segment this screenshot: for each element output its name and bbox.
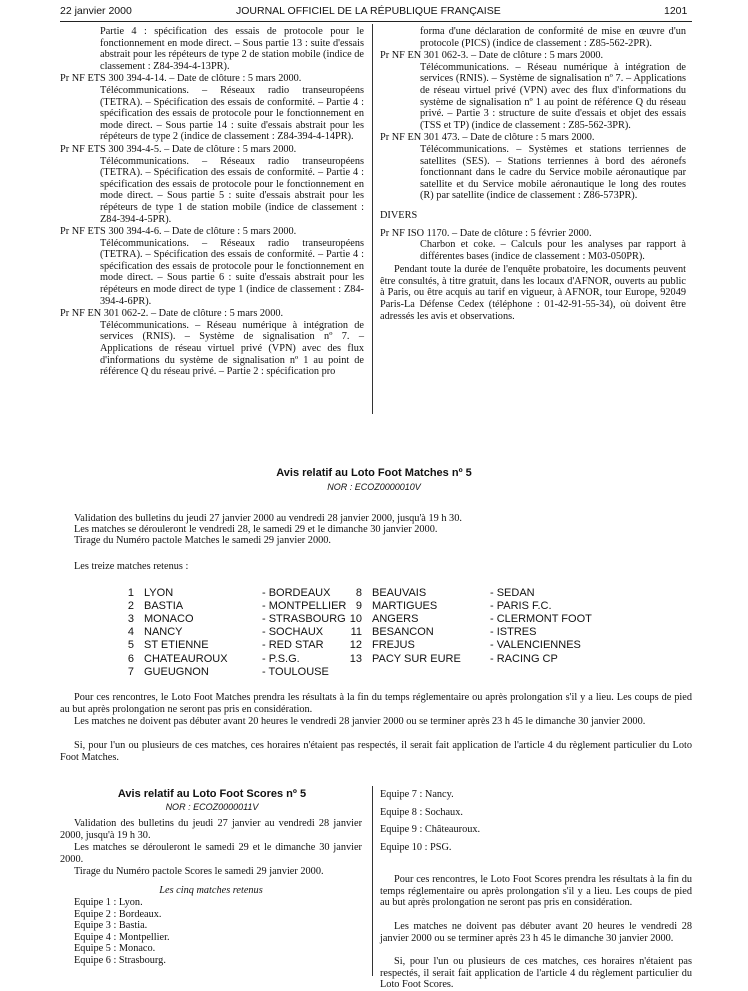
right-column bbox=[380, 26, 686, 323]
loto-scores-rule-2: Les matches ne doivent pas débuter avant 20 heures le vendredi 28 janvier 2000 ou se terminer après 23 h 45 le dimanche 30 janvier 2000. bbox=[380, 921, 692, 944]
standard-reference: Pr NF ISO 1170. – Date de clôture : 5 février 2000. bbox=[380, 227, 592, 239]
column-divider bbox=[372, 24, 373, 414]
standard-reference: Pr NF ETS 300 394-4-6. – Date de clôture : 5 mars 2000. bbox=[60, 226, 297, 238]
match-row bbox=[120, 653, 228, 666]
match-row bbox=[348, 600, 437, 613]
match-number: 13 bbox=[349, 652, 362, 665]
match-number: 6 bbox=[127, 652, 134, 665]
away-team: - BORDEAUX bbox=[262, 587, 331, 599]
home-team: BEAUVAIS bbox=[372, 587, 427, 599]
match-number: 9 bbox=[355, 600, 362, 613]
match-row bbox=[120, 613, 194, 626]
match-number: 2 bbox=[127, 600, 134, 613]
team-entry: Equipe 3 : Bastia. bbox=[74, 920, 148, 932]
standard-description: Partie 4 : spécification des essais de protocole pour le fonctionnement en mode direct. – Sous partie 13 : suite d'essais abstrait pour les répéteurs de type 2 de station mobile (indice de classement : Z84-394-4-13PR). bbox=[100, 26, 364, 72]
home-team: CHATEAUROUX bbox=[144, 652, 228, 665]
home-team: FREJUS bbox=[372, 639, 415, 652]
team-entry: Equipe 5 : Monaco. bbox=[74, 943, 156, 955]
away-team: - SEDAN bbox=[490, 587, 535, 599]
header-journal-title: JOURNAL OFFICIEL DE LA RÉPUBLIQUE FRANÇAISE bbox=[236, 5, 501, 17]
match-row bbox=[348, 587, 426, 600]
loto-matches-intro-2: Les matches se dérouleront le vendredi 28, le samedi 29 et le dimanche 30 janvier 2000. bbox=[74, 524, 438, 535]
match-number: 12 bbox=[349, 639, 362, 652]
scores-column-divider bbox=[372, 786, 373, 976]
match-row bbox=[348, 639, 415, 652]
away-team: - SOCHAUX bbox=[262, 626, 324, 639]
match-number: 4 bbox=[127, 626, 134, 639]
standard-reference: Pr NF EN 301 062-3. – Date de clôture : 5 mars 2000. bbox=[380, 50, 604, 62]
loto-matches-intro-1: Validation des bulletins du jeudi 27 janvier 2000 au vendredi 28 janvier 2000, jusqu'à 19 h 30. bbox=[74, 513, 462, 524]
away-team: - RED STAR bbox=[262, 639, 324, 652]
home-team: PACY SUR EURE bbox=[372, 652, 461, 665]
team-entry: Equipe 2 : Bordeaux. bbox=[74, 908, 162, 920]
team-entry: Equipe 9 : Châteauroux. bbox=[380, 824, 481, 835]
standard-description: forma d'une déclaration de conformité de mise en œuvre d'un protocole (PICS) (indice de classement : Z85-562-2PR). bbox=[420, 26, 686, 49]
away-team: - CLERMONT FOOT bbox=[490, 613, 592, 626]
standard-reference: Pr NF EN 301 062-2. – Date de clôture : 5 mars 2000. bbox=[60, 308, 284, 320]
loto-matches-title: Avis relatif au Loto Foot Matches nº 5 bbox=[276, 467, 472, 479]
match-number: 11 bbox=[350, 626, 362, 639]
loto-scores-intro-3: Tirage du Numéro pactole Scores le samedi 29 janvier 2000. bbox=[74, 866, 324, 877]
match-number: 1 bbox=[127, 587, 134, 599]
header-page-number: 1201 bbox=[664, 5, 688, 17]
left-column bbox=[60, 26, 364, 379]
loto-scores-intro-1: Validation des bulletins du jeudi 27 janvier au vendredi 28 janvier 2000, jusqu'à 19 h 30. bbox=[60, 818, 362, 841]
team-entry: Equipe 7 : Nancy. bbox=[380, 789, 454, 800]
loto-scores-intro-2: Les matches se dérouleront le samedi 29 et le dimanche 30 janvier 2000. bbox=[60, 842, 362, 865]
team-entry: Equipe 8 : Sochaux. bbox=[380, 806, 463, 818]
away-team: - P.S.G. bbox=[262, 652, 300, 665]
loto-matches-list-label: Les treize matches retenus : bbox=[74, 561, 189, 572]
standard-reference: Pr NF ETS 300 394-4-14. – Date de clôture : 5 mars 2000. bbox=[60, 73, 302, 85]
section-heading: DIVERS bbox=[380, 209, 418, 221]
home-team: GUEUGNON bbox=[144, 665, 209, 678]
match-number: 5 bbox=[127, 639, 134, 652]
team-entry: Equipe 4 : Montpellier. bbox=[74, 931, 170, 943]
match-row bbox=[120, 600, 183, 613]
away-team: - STRASBOURG bbox=[262, 613, 346, 626]
match-number: 3 bbox=[127, 613, 134, 626]
home-team: ST ETIENNE bbox=[144, 639, 209, 652]
home-team: LYON bbox=[144, 587, 174, 599]
team-entry: Equipe 1 : Lyon. bbox=[74, 897, 143, 908]
loto-scores-rule-3: Si, pour l'un ou plusieurs de ces matches, ces horaires n'étaient pas respectés, il serait fait application de l'article 4 du règlement particulier du Loto Foot Scores. bbox=[380, 956, 692, 991]
standard-description: Télécommunications. – Réseaux radio transeuropéens (TETRA). – Spécification des essais de conformité. – Partie 4 : spécification des essais de protocole pour le fonctionnement en mode direct. – Sous partie 5 : suite d'essais abstrait pour les répéteurs de type 1 de station mobile (indice de classement : Z84-394-4-5PR). bbox=[100, 155, 364, 225]
loto-matches-rule-1: Pour ces rencontres, le Loto Foot Matches prendra les résultats à la fin du temps réglementaire ou après prolongation s'il y a lieu. Les coups de pied au but après prolongation ne seront pas pris en considération. bbox=[60, 692, 692, 715]
loto-scores-title: Avis relatif au Loto Foot Scores nº 5 bbox=[117, 788, 307, 800]
standard-description: Télécommunications. – Réseaux radio transeuropéens (TETRA). – Spécification des essais de conformité. – Partie 4 : spécification des essais de protocole pour le fonctionnement en mode direct. – Sous partie 14 : suite d'essais abstrait pour les répéteurs de type 2 (indice de classement : Z84-394-4-14PR). bbox=[100, 84, 364, 143]
standard-description: Télécommunications. – Systèmes et stations terriennes de satellites (SES). – Stations terriennes à bord des aéronefs fonctionnant dans le cadre du Service mobile aéronautique par satellite et du Service mobile aéronautique le long des routes (R) par satellite (indice de classement : Z86-573PR). bbox=[420, 143, 686, 202]
match-row bbox=[120, 666, 209, 679]
standard-description: Télécommunications. – Réseau numérique à intégration de services (RNIS). – Système de signalisation nº 7. – Applications de réseau virtuel privé (VPN) avec des flux d'informations du système de signalisation nº 1 au point de référence Q du réseau privé. – Partie 2 : spécification pro bbox=[100, 319, 364, 378]
match-number: 10 bbox=[349, 613, 362, 626]
standard-description: Télécommunications. – Réseau numérique à intégration de services (RNIS). – Système de signalisation nº 7. – Applications de réseau virtuel privé (VPN) avec des flux d'informations du système de signalisation nº 1 au point de référence Q du réseau privé. – Partie 3 : structure de suite d'essais et objet des essais (TSS et TP) (indice de classement : Z85-562-3PR). bbox=[420, 61, 686, 131]
match-number: 8 bbox=[355, 587, 362, 599]
home-team: MONACO bbox=[144, 613, 194, 626]
away-team: - TOULOUSE bbox=[262, 665, 329, 678]
header-date: 22 janvier 2000 bbox=[60, 5, 132, 17]
match-row bbox=[120, 587, 173, 600]
team-entry: Equipe 6 : Strasbourg. bbox=[74, 955, 166, 966]
team-entry: Equipe 10 : PSG. bbox=[380, 841, 452, 853]
loto-scores-rule-1: Pour ces rencontres, le Loto Foot Scores prendra les résultats à la fin du temps réglementaire ou après prolongation s'il y a lieu. Les coups de pied au but après prolongation ne seront pas pris en considération. bbox=[380, 874, 692, 909]
standard-description: Télécommunications. – Réseaux radio transeuropéens (TETRA). – Spécification des essais de conformité. – Partie 4 : spécification des essais de protocole pour le fonctionnement en mode direct. – Sous partie 6 : suite d'essais abstrait pour les répéteurs en mode direct de type 1 (indice de classement : Z84-394-4-6PR). bbox=[100, 237, 364, 307]
loto-matches-intro-3: Tirage du Numéro pactole Matches le samedi 29 janvier 2000. bbox=[74, 535, 331, 546]
loto-scores-nor: NOR : ECOZ0000011V bbox=[165, 802, 259, 812]
match-row bbox=[348, 626, 434, 639]
away-team: - MONTPELLIER bbox=[262, 600, 347, 613]
away-team: - PARIS F.C. bbox=[490, 600, 552, 613]
match-row bbox=[348, 613, 418, 626]
enquiry-paragraph: Pendant toute la durée de l'enquête probatoire, les documents peuvent être consultés, à titre gratuit, dans les locaux d'AFNOR, ouverts au public à Paris, ou être acquis au tarif en vigueur, à AFNOR, tour Europe, 92049 Paris-La Défense Cedex (téléphone : 01-42-91-55-34), où doivent être adressés les avis et observations. bbox=[380, 264, 686, 322]
standard-reference: Pr NF ETS 300 394-4-5. – Date de clôture : 5 mars 2000. bbox=[60, 143, 297, 155]
standard-description: Charbon et coke. – Calculs pour les analyses par rapport à différentes bases (indice de classement : M03-050PR). bbox=[420, 239, 686, 262]
loto-scores-list-label: Les cinq matches retenus bbox=[159, 885, 263, 896]
header-rule bbox=[60, 21, 692, 22]
away-team: - VALENCIENNES bbox=[490, 639, 581, 652]
match-number: 7 bbox=[127, 665, 134, 678]
away-team: - RACING CP bbox=[490, 652, 558, 665]
loto-matches-nor: NOR : ECOZ0000010V bbox=[327, 482, 421, 492]
home-team: ANGERS bbox=[372, 613, 419, 626]
loto-matches-rule-3: Si, pour l'un ou plusieurs de ces matches, ces horaires n'étaient pas respectés, il serait fait application de l'article 4 du règlement particulier du Loto Foot Matches. bbox=[60, 740, 692, 763]
match-row bbox=[120, 626, 183, 639]
match-row bbox=[120, 639, 209, 652]
away-team: - ISTRES bbox=[490, 626, 537, 639]
home-team: NANCY bbox=[144, 626, 183, 639]
home-team: BESANCON bbox=[372, 626, 434, 639]
match-row bbox=[348, 653, 461, 666]
home-team: MARTIGUES bbox=[372, 600, 438, 613]
loto-matches-rule-2: Les matches ne doivent pas débuter avant 20 heures le vendredi 28 janvier 2000 ou se terminer après 23 h 45 le dimanche 30 janvier 2000. bbox=[74, 716, 646, 727]
standard-reference: Pr NF EN 301 473. – Date de clôture : 5 mars 2000. bbox=[380, 132, 595, 144]
home-team: BASTIA bbox=[144, 600, 184, 613]
